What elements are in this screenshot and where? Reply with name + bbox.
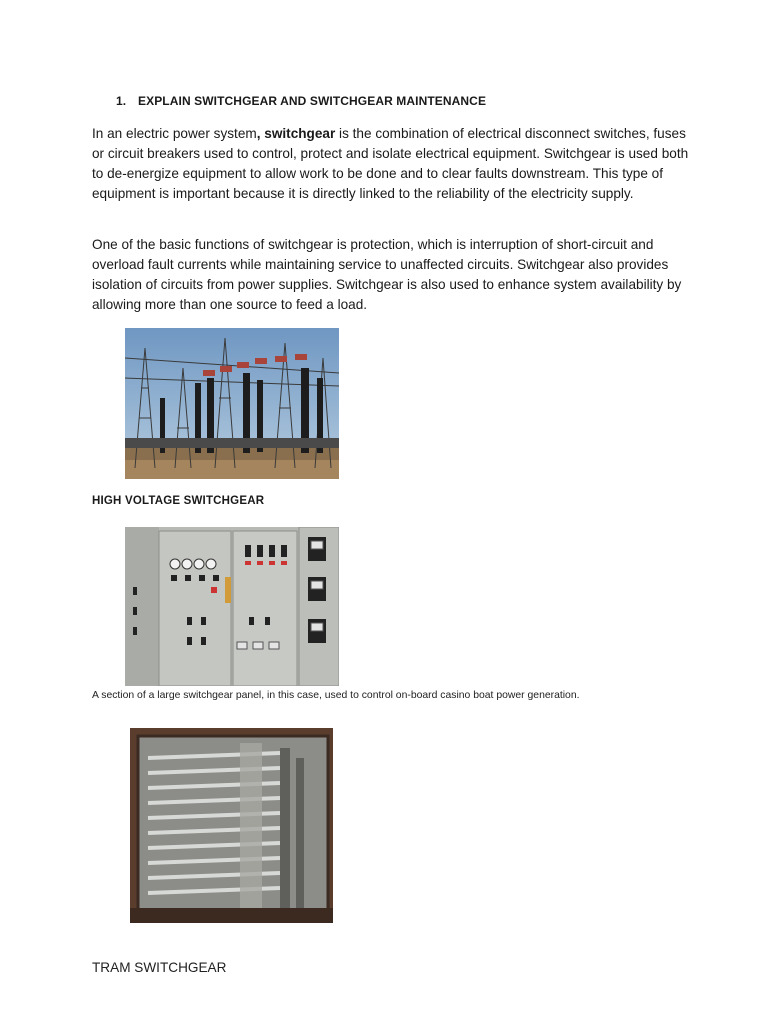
panel-caption: A section of a large switchgear panel, in this case, used to control on-board casino boat power generation. bbox=[92, 690, 580, 701]
paragraph-intro bbox=[92, 124, 692, 204]
heading-number: 1. bbox=[116, 94, 127, 108]
switchgear-panel-photo bbox=[125, 527, 339, 686]
paragraph-functions: One of the basic functions of switchgear is protection, which is interruption of short-circuit and overload fault currents while maintaining service to unaffected circuits. Switchgear also provides isolation of circuits from power supplies. Switchgear is also used to enhance system availability by allowing more than one source to feed a load. bbox=[92, 237, 682, 312]
intro-bold-term: , switchgear bbox=[256, 126, 336, 141]
hv-switchgear-photo bbox=[125, 328, 339, 479]
section-heading bbox=[116, 94, 486, 108]
tram-switchgear-photo bbox=[130, 728, 333, 923]
intro-text-start: In an electric power system bbox=[92, 126, 257, 141]
hv-caption: HIGH VOLTAGE SWITCHGEAR bbox=[92, 495, 265, 507]
intro-text-rest: is the combination of electrical disconnect switches, fuses or circuit breakers used to control, protect and isolate electrical equipment. Switchgear is used both to de-energize equipment to allow work to be done and to clear faults downstream. This type of equipment is important because it is directly linked to the reliability of the electricity supply. bbox=[92, 126, 689, 201]
heading-text: EXPLAIN SWITCHGEAR AND SWITCHGEAR MAINTENANCE bbox=[138, 94, 487, 108]
tram-caption: TRAM SWITCHGEAR bbox=[92, 960, 227, 975]
